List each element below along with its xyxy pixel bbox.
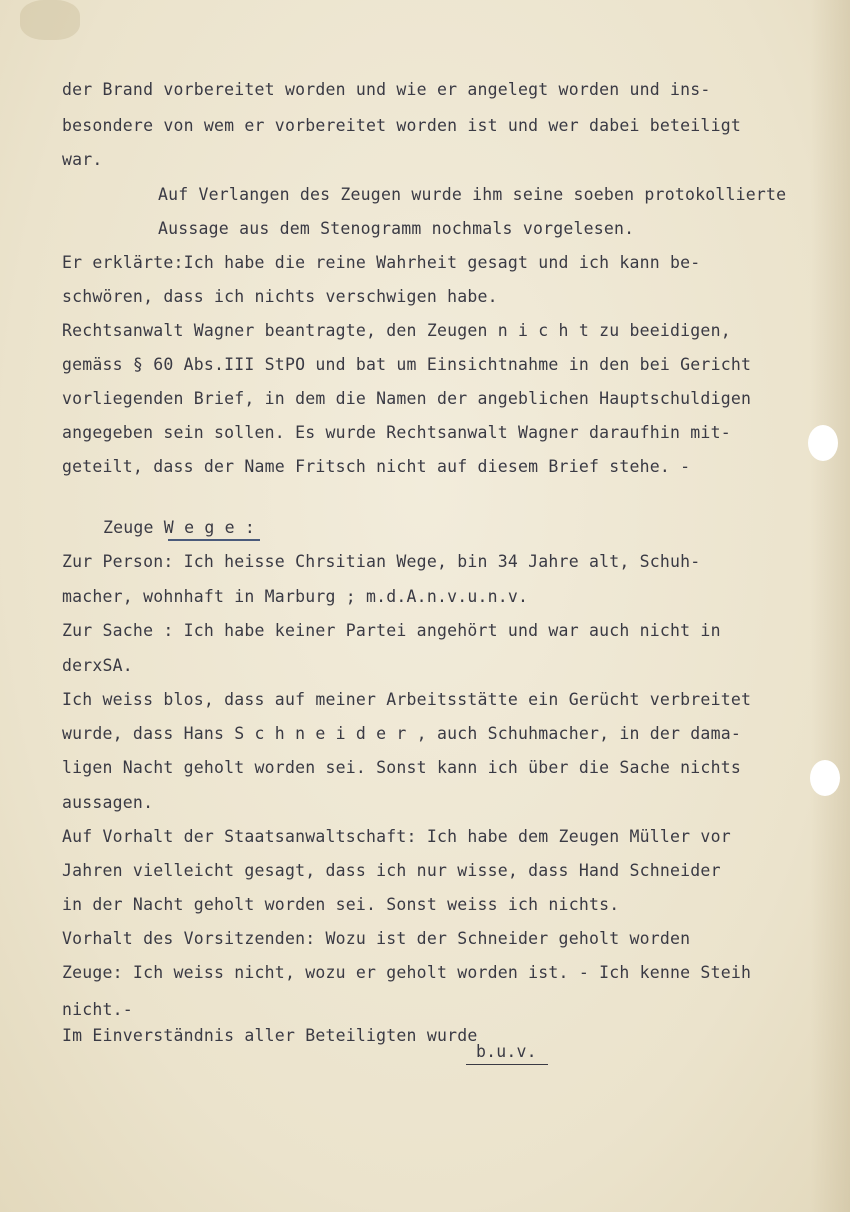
punch-hole-upper <box>808 425 838 461</box>
text-line: besondere von wem er vorbereitet worden ist und wer dabei beteiligt <box>62 116 741 135</box>
text-line: schwören, dass ich nichts verschwigen habe. <box>62 287 498 306</box>
text-line: vorliegenden Brief, in dem die Namen der angeblichen Hauptschuldigen <box>62 389 752 408</box>
text-line: angegeben sein sollen. Es wurde Rechtsanwalt Wagner daraufhin mit- <box>62 423 731 442</box>
text-line: Auf Verlangen des Zeugen wurde ihm seine soeben protokollierte <box>158 185 787 204</box>
text-line: geteilt, dass der Name Fritsch nicht auf diesem Brief stehe. - <box>62 457 691 476</box>
text-line: in der Nacht geholt worden sei. Sonst weiss ich nichts. <box>62 895 620 914</box>
text-line: Zeuge: Ich weiss nicht, wozu er geholt worden ist. - Ich kenne Steih <box>62 963 752 982</box>
text-line: Jahren vielleicht gesagt, dass ich nur wisse, dass Hand Schneider <box>62 861 721 880</box>
text-line: nicht.- <box>62 1000 133 1019</box>
text-line: Ich weiss blos, dass auf meiner Arbeitsstätte ein Gerücht verbreitet <box>62 690 752 709</box>
text-line: der Brand vorbereitet worden und wie er angelegt worden und ins- <box>62 80 711 99</box>
closing-abbreviation: b.u.v. <box>476 1042 537 1061</box>
closing-underline <box>466 1064 548 1065</box>
paper-stain <box>20 0 80 40</box>
text-line: derxSA. <box>62 656 133 675</box>
text-line: wurde, dass Hans S c h n e i d e r , auch Schuhmacher, in der dama- <box>62 724 741 743</box>
text-line: Auf Vorhalt der Staatsanwaltschaft: Ich habe dem Zeugen Müller vor <box>62 827 731 846</box>
paper-edge-shade <box>810 0 850 1212</box>
text-line: Zur Sache : Ich habe keiner Partei angehört und war auch nicht in <box>62 621 721 640</box>
text-line: Im Einverständnis aller Beteiligten wurde <box>62 1026 478 1045</box>
text-line: Rechtsanwalt Wagner beantragte, den Zeugen n i c h t zu beeidigen, <box>62 321 731 340</box>
text-line: war. <box>62 150 103 169</box>
text-line: gemäss § 60 Abs.III StPO und bat um Einsichtnahme in den bei Gericht <box>62 355 752 374</box>
punch-hole-lower <box>810 760 840 796</box>
text-line: Zur Person: Ich heisse Chrsitian Wege, bin 34 Jahre alt, Schuh- <box>62 552 701 571</box>
heading-underline <box>168 539 260 541</box>
text-line: Er erklärte:Ich habe die reine Wahrheit gesagt und ich kann be- <box>62 253 701 272</box>
text-line: aussagen. <box>62 793 154 812</box>
text-line: macher, wohnhaft in Marburg ; m.d.A.n.v.u.n.v. <box>62 587 529 606</box>
text-line: Aussage aus dem Stenogramm nochmals vorgelesen. <box>158 219 635 238</box>
section-heading-witness: Zeuge W e g e : <box>103 518 256 537</box>
text-line: Vorhalt des Vorsitzenden: Wozu ist der Schneider geholt worden <box>62 929 691 948</box>
text-line: ligen Nacht geholt worden sei. Sonst kann ich über die Sache nichts <box>62 758 741 777</box>
